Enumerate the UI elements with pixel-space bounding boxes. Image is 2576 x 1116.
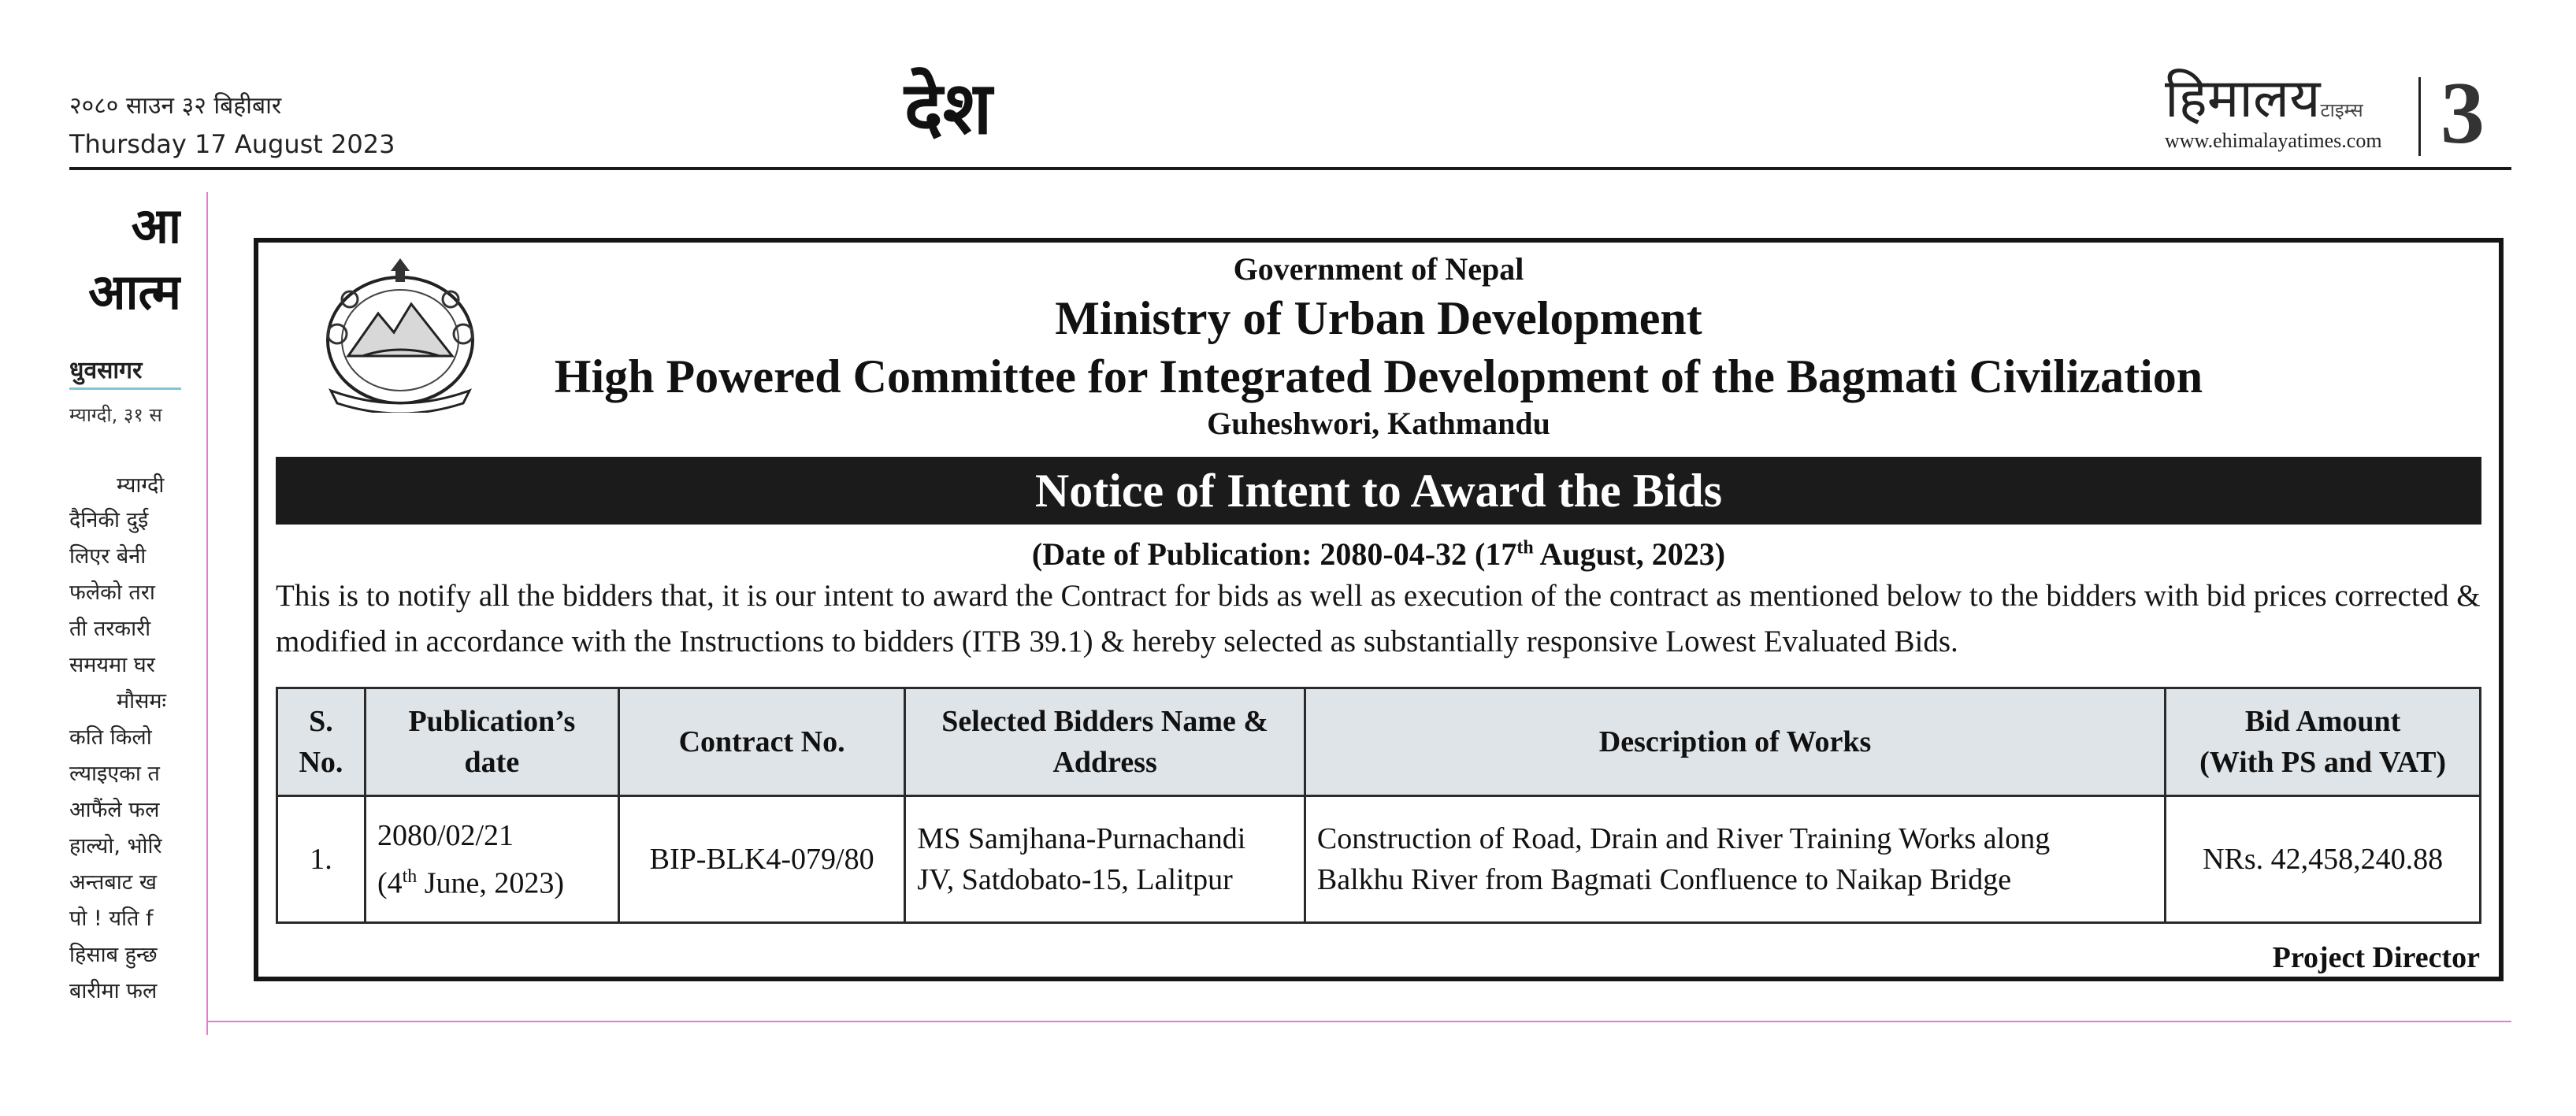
publication-date-suffix: August, 2023) <box>1533 536 1726 572</box>
logo-text: हिमालय <box>2165 68 2321 130</box>
header-date-nepali: २०८० साउन ३२ बिहीबार <box>69 92 282 120</box>
pub-date-line1: 2080/02/21 <box>377 818 514 852</box>
header-contract-no: Contract No. <box>618 688 905 796</box>
location-line: Guheshwori, Kathmandu <box>1207 406 1550 441</box>
article-line: मौसमः <box>117 689 166 714</box>
notice-box <box>254 238 2504 981</box>
notice-title-banner: Notice of Intent to Award the Bids <box>276 457 2481 525</box>
publication-date-line <box>258 536 2499 573</box>
left-article-column <box>69 189 181 1040</box>
article-line: फलेको तरा <box>69 580 155 605</box>
bidder-line1: MS Samjhana-Purnachandi <box>917 822 1246 855</box>
article-line: हाल्यो, भोरि <box>69 834 162 858</box>
header-sn-line2: No. <box>299 746 343 779</box>
article-line: म्याग्दी <box>117 473 165 498</box>
header-bidder-line1: Selected Bidders Name & <box>941 705 1269 738</box>
committee-line: High Powered Committee for Integrated Development of the Bagmati Civilization <box>554 350 2203 402</box>
pub-date-line2-sup: th <box>402 866 418 887</box>
article-dateline: म्याग्दी, ३१ स <box>69 404 162 426</box>
article-line: आफैंले फल <box>69 798 160 822</box>
article-line: हिसाब हुन्छ <box>69 943 158 967</box>
section-title: देश <box>904 66 993 150</box>
article-line: दैनिकी दुई <box>69 508 149 532</box>
header-description: Description of Works <box>1305 688 2165 796</box>
pub-date-line2-prefix: (4 <box>377 866 403 900</box>
header-publication-date <box>365 688 618 796</box>
article-headline-line2: आत्म <box>88 263 181 321</box>
column-divider <box>206 192 208 1035</box>
article-line: समयमा घर <box>69 653 155 677</box>
cell-bidder <box>905 796 1305 923</box>
page-number: 3 <box>2441 65 2485 162</box>
article-headline-line1: आ <box>131 197 181 254</box>
article-line: अन्तबाट ख <box>69 870 158 895</box>
header-pub-line2: date <box>464 746 520 779</box>
pub-date-line2-suffix: June, 2023) <box>417 866 565 900</box>
cell-description <box>1305 796 2165 923</box>
table-row <box>277 796 2481 923</box>
header-bidder <box>905 688 1305 796</box>
header-bid-amount <box>2166 688 2481 796</box>
government-line: Government of Nepal <box>1233 251 1524 287</box>
header-amount-line1: Bid Amount <box>2244 705 2401 738</box>
newspaper-url: www.ehimalayatimes.com <box>2165 129 2382 152</box>
description-line2: Balkhu River from Bagmati Confluence to Naikap Bridge <box>1316 863 2012 896</box>
footer-rule <box>206 1021 2511 1022</box>
table-header-row <box>277 688 2481 796</box>
cell-publication-date <box>365 796 618 923</box>
header-sn <box>277 688 366 796</box>
article-line: ती तरकारी <box>69 617 151 641</box>
cell-bid-amount: NRs. 42,458,240.88 <box>2166 796 2481 923</box>
notice-body: This is to notify all the bidders that, it is our intent to award the Contract for bids as well as execution of the contract as mentioned below to the bidders with bid prices corrected & modified in accordance with the Instructions to bidders (ITB 39.1) & hereby selected as substantially responsive Lowest Evaluated Bids. <box>276 579 2481 658</box>
article-line: ल्याइएका त <box>69 762 160 786</box>
header-separator <box>2418 77 2421 156</box>
newspaper-logo <box>2165 68 2363 130</box>
ministry-line: Ministry of Urban Development <box>1055 292 1702 344</box>
article-line: कति किलो <box>69 725 152 750</box>
article-line: पो ! यति f <box>69 907 154 931</box>
header-amount-line2: (With PS and VAT) <box>2199 746 2447 779</box>
header-rule <box>69 167 2511 170</box>
article-byline: धुवसागर <box>69 357 143 384</box>
logo-suffix: टाइम्स <box>2320 99 2363 121</box>
publication-date-sup: th <box>1516 537 1534 558</box>
header-sn-line1: S. <box>309 705 333 738</box>
cell-contract-no: BIP-BLK4-079/80 <box>618 796 905 923</box>
byline-underline <box>69 387 181 390</box>
header-pub-line1: Publication’s <box>408 705 576 738</box>
header-bidder-line2: Address <box>1052 746 1157 779</box>
signoff: Project Director <box>2272 941 2480 974</box>
header-date-english: Thursday 17 August 2023 <box>69 129 395 159</box>
bidder-line2: JV, Satdobato-15, Lalitpur <box>917 863 1233 896</box>
cell-sn: 1. <box>277 796 366 923</box>
article-line: लिएर बेनी <box>69 544 147 569</box>
award-table <box>276 687 2481 924</box>
article-line: बारीमा फल <box>69 979 158 1003</box>
description-line1: Construction of Road, Drain and River Training Works along <box>1316 822 2051 855</box>
publication-date-prefix: (Date of Publication: 2080-04-32 (17 <box>1031 536 1517 572</box>
